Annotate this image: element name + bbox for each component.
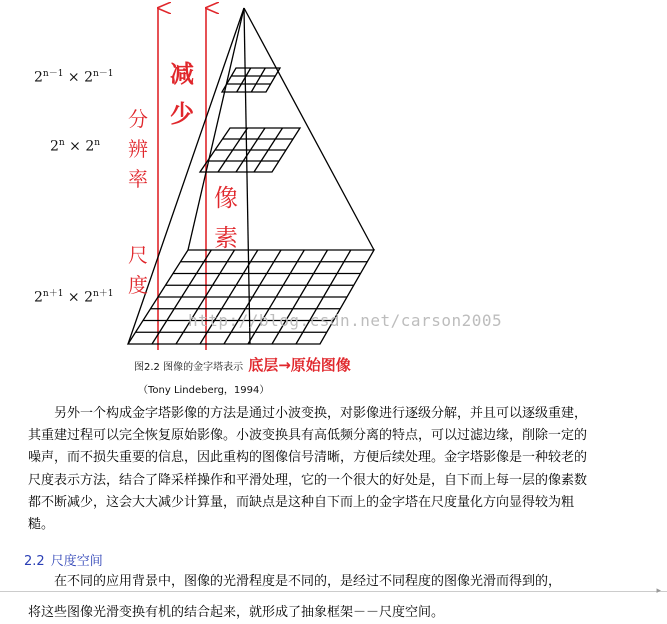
paragraph-scale-space-line1: 在不同的应用背景中，图像的光滑程度是不同的，是经过不同程度的图像光滑而得到的， xyxy=(54,574,562,589)
label-decrease: 减少 xyxy=(170,60,194,128)
figure-caption xyxy=(134,354,351,375)
scale-label-middle: $2^n \times 2^n$ xyxy=(50,138,101,155)
paragraph-scale-space-line2: 将这些图像光滑变换有机的结合起来，就形成了抽象框架－－尺度空间。 xyxy=(28,605,445,620)
watermark: http://blog.csdn.net/carson2005 xyxy=(188,311,503,330)
edge-mark-icon: ▸ xyxy=(656,586,661,596)
page-edge-rule xyxy=(0,591,667,592)
paragraph-pyramid-wavelet: 另外一个构成金字塔影像的方法是通过小波变换，对影像进行逐级分解，并且可以逐级重建，其重建过程可以完全恢复原始影像。小波变换具有高低频分离的特点，可以过滤边缘，削除一定的噪声，而不损失重要的信息，因此重构的图像信号清晰，方便后续处理。金字塔影像是一种较老的尺度表示方法，结合了降采样操作和平滑处理，它的一个很大的好处是，自下而上每一层的像素数都不断减少，这会大大减少计算量，而缺点是这种自下而上的金字塔在尺度量化方向显得较为粗糙。 xyxy=(28,406,588,533)
caption-highlight: 底层→原始图像 xyxy=(248,356,351,374)
section-heading xyxy=(24,550,109,569)
label-pixels: 像素 xyxy=(214,184,238,252)
caption-main: 图2.2 图像的金字塔表示 xyxy=(134,362,244,373)
pyramid-edges xyxy=(128,8,374,344)
section-title: 尺度空间 xyxy=(50,554,103,569)
pyramid-layer-top xyxy=(222,68,280,92)
label-resolution: 分辨率 xyxy=(128,107,148,191)
scale-label-bottom: $2^{n+1} \times 2^{n+1}$ xyxy=(34,289,114,306)
caption-source: （Tony Lindeberg，1994） xyxy=(138,385,270,396)
section-number: 2.2 xyxy=(24,554,45,569)
label-scale: 尺度 xyxy=(128,243,148,297)
scale-label-top: $2^{n-1} \times 2^{n-1}$ xyxy=(34,69,114,86)
